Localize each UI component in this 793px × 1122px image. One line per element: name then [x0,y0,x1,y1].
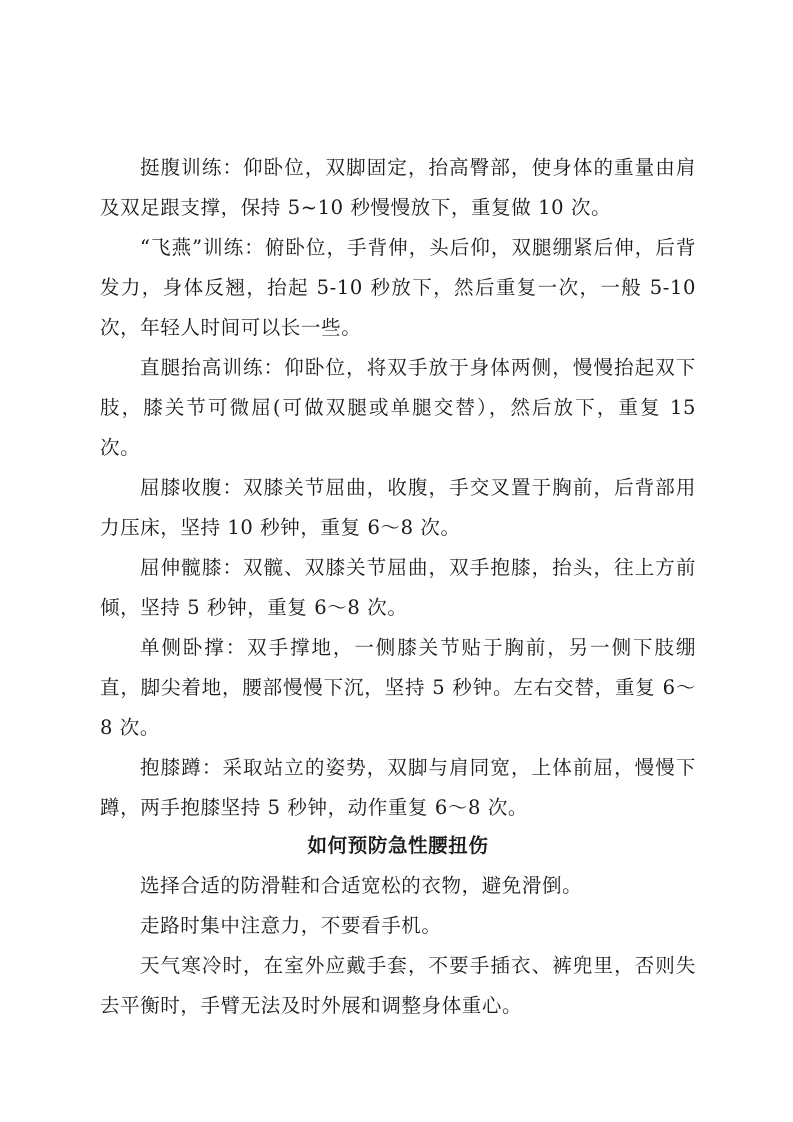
paragraph-flying-swallow-training: “飞燕”训练：俯卧位，手背伸，头后仰，双腿绷紧后伸，后背发力，身体反翘，抬起 5-10 秒放下，然后重复一次，一般 5-10 次，年轻人时间可以长一些。 [100,236,696,339]
paragraph-walk-attention: 走路时集中注意力，不要看手机。 [140,914,442,937]
paragraph-anti-slip-shoes: 选择合适的防滑鞋和合适宽松的衣物，避免滑倒。 [140,874,583,897]
paragraph-straight-leg-raise-training: 直腿抬高训练：仰卧位，将双手放于身体两侧，慢慢抬起双下肢，膝关节可微屈(可做双腿或单腿交替），然后放下，重复 15 次。 [100,356,696,459]
paragraph-belly-lift-training: 挺腹训练：仰卧位，双脚固定，抬高臀部，使身体的重量由肩及双足跟支撑，保持 5~10 秒慢慢放下，重复做 10 次。 [100,156,696,219]
section-heading: 如何预防急性腰扭伤 [307,834,489,857]
paragraph-side-lying-push: 单侧卧撑：双手撑地，一侧膝关节贴于胸前，另一侧下肢绷直，脚尖着地，腰部慢慢下沉，坚持 5 秒钟。左右交替，重复 6～8 次。 [100,636,696,739]
paragraph-knee-hug-squat: 抱膝蹲：采取站立的姿势，双脚与肩同宽，上体前屈，慢慢下蹲，两手抱膝坚持 5 秒钟，动作重复 6～8 次。 [100,756,696,819]
paragraph-cold-weather-gloves: 天气寒冷时，在室外应戴手套，不要手插衣、裤兜里，否则失去平衡时，手臂无法及时外展和调整身体重心。 [100,954,696,1017]
paragraph-hip-knee-flexion: 屈伸髋膝：双髋、双膝关节屈曲，双手抱膝，抬头，往上方前倾，坚持 5 秒钟，重复 6～8 次。 [100,556,696,619]
paragraph-knee-bend-abdominal: 屈膝收腹：双膝关节屈曲，收腹，手交叉置于胸前，后背部用力压床，坚持 10 秒钟，重复 6～8 次。 [100,476,696,539]
